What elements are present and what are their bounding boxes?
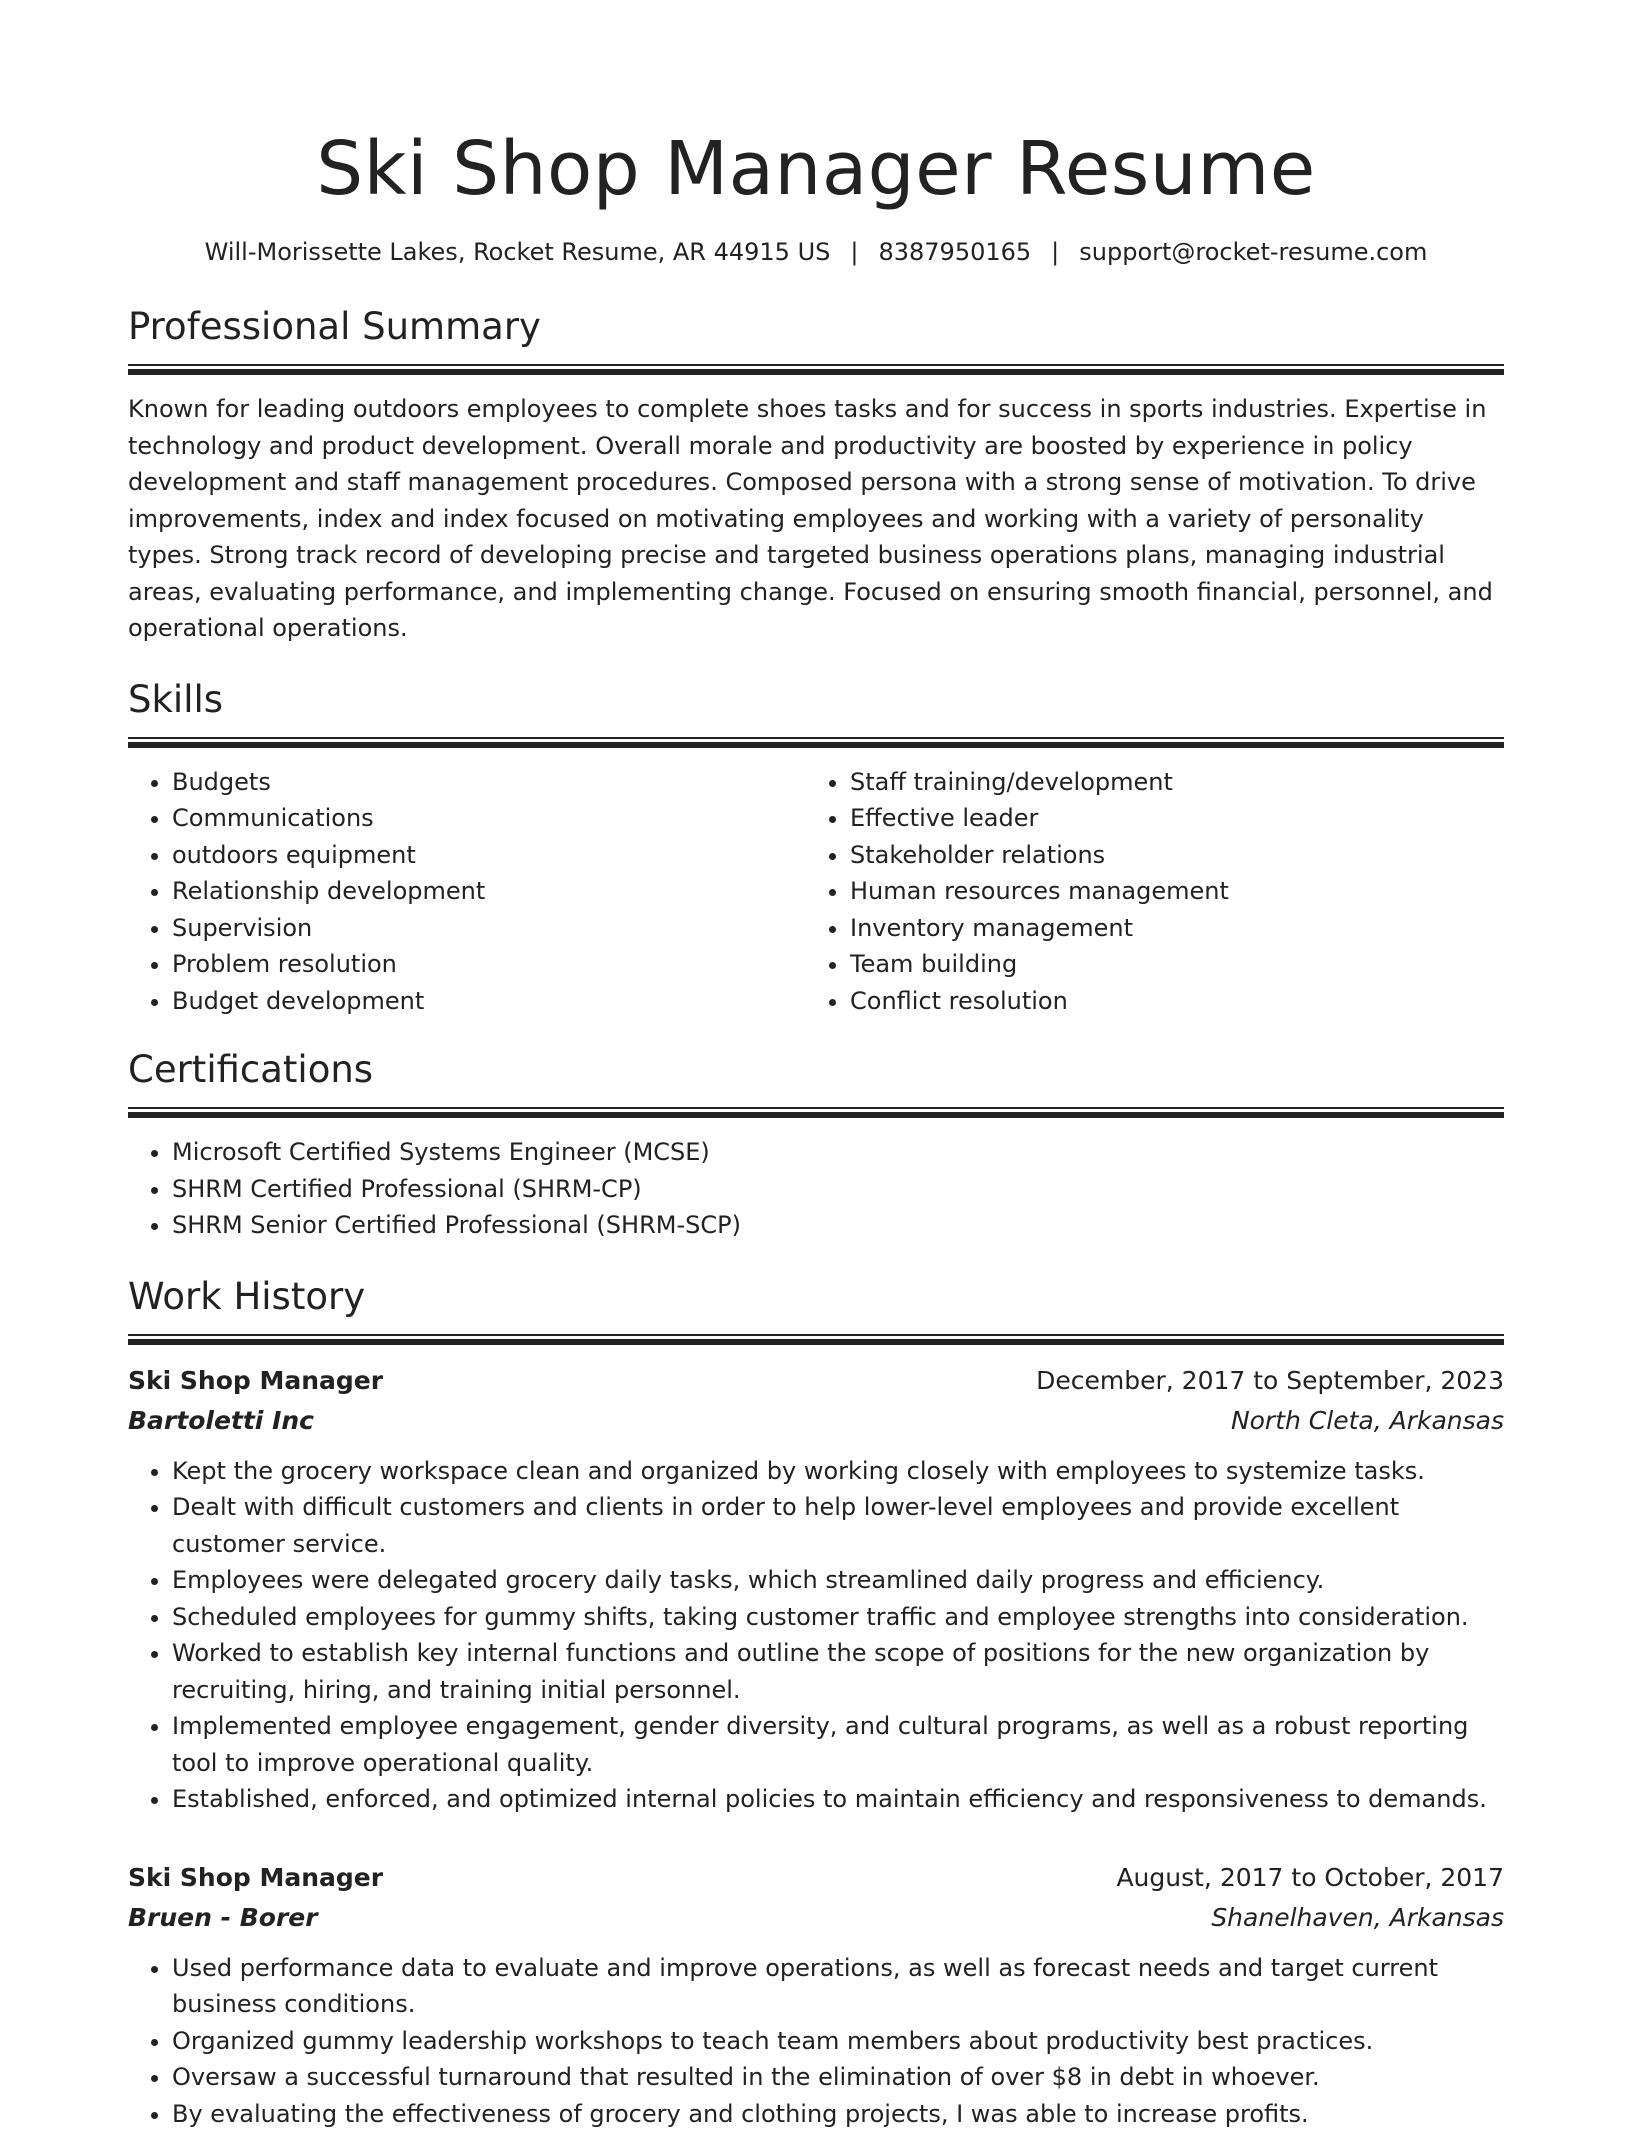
skill-item: • Communications [172,800,806,837]
section-divider [128,737,1504,748]
job-bullet: • Worked to establish key internal functions and outline the scope of positions for the new organization by recruiting, hiring, and training initial personnel. [172,1635,1504,1708]
job-location: North Cleta, Arkansas [1231,1401,1504,1441]
section-divider [128,1107,1504,1118]
job-bullet: • Organized gummy leadership workshops to teach team members about productivity best practices. [172,2023,1504,2060]
contact-phone: 8387950165 [878,238,1031,266]
contact-separator: | [850,236,858,268]
work-history-heading: Work History [128,1274,1504,1320]
contact-email: support@rocket-resume.com [1079,238,1427,266]
skill-item: • Stakeholder relations [850,837,1504,874]
contact-separator: | [1051,236,1059,268]
section-divider [128,1334,1504,1345]
skill-item: • Inventory management [850,910,1504,947]
job-entry [128,1361,1504,1818]
job-header [128,1361,1504,1401]
skill-item: • Relationship development [172,873,806,910]
certification-item: • SHRM Senior Certified Professional (SHRM-SCP) [172,1207,1504,1244]
skill-item: • Budgets [172,764,806,801]
skills-list-right [806,764,1504,1020]
skill-item: • Budget development [172,983,806,1020]
skill-item: • Team building [850,946,1504,983]
job-entry [128,1858,1504,2132]
certification-item: • SHRM Certified Professional (SHRM-CP) [172,1171,1504,1208]
job-title: Ski Shop Manager [128,1361,383,1401]
job-title: Ski Shop Manager [128,1858,383,1898]
page-title: Ski Shop Manager Resume [128,120,1504,218]
job-bullets [128,1950,1504,2132]
job-bullets [128,1453,1504,1818]
skill-item: • Effective leader [850,800,1504,837]
job-bullet: • Employees were delegated grocery daily tasks, which streamlined daily progress and efficiency. [172,1562,1504,1599]
section-divider [128,364,1504,375]
job-bullet: • Established, enforced, and optimized internal policies to maintain efficiency and responsiveness to demands. [172,1781,1504,1818]
skill-item: • Staff training/development [850,764,1504,801]
skills-section [128,677,1504,1020]
skill-item: • Human resources management [850,873,1504,910]
summary-heading: Professional Summary [128,304,1504,350]
job-location: Shanelhaven, Arkansas [1211,1898,1504,1938]
job-company: Bruen - Borer [128,1898,318,1938]
job-bullet: • By evaluating the effectiveness of grocery and clothing projects, I was able to increase profits. [172,2096,1504,2132]
skill-item: • Supervision [172,910,806,947]
job-bullet: • Used performance data to evaluate and improve operations, as well as forecast needs and target current business conditions. [172,1950,1504,2023]
skills-grid [128,748,1504,1020]
contact-line [128,236,1504,268]
contact-address: Will-Morissette Lakes, Rocket Resume, AR 44915 US [205,238,831,266]
job-bullet: • Scheduled employees for gummy shifts, taking customer traffic and employee strengths into consideration. [172,1599,1504,1636]
summary-section [128,304,1504,647]
skills-heading: Skills [128,677,1504,723]
certification-item: • Microsoft Certified Systems Engineer (MCSE) [172,1134,1504,1171]
certifications-section [128,1047,1504,1244]
job-subheader [128,1898,1504,1938]
job-bullet: • Kept the grocery workspace clean and organized by working closely with employees to systemize tasks. [172,1453,1504,1490]
work-history-section [128,1274,1504,2132]
job-subheader [128,1401,1504,1441]
job-bullet: • Oversaw a successful turnaround that resulted in the elimination of over $8 in debt in whoever. [172,2059,1504,2096]
job-dates: December, 2017 to September, 2023 [1036,1361,1504,1401]
skill-item: • outdoors equipment [172,837,806,874]
job-bullet: • Implemented employee engagement, gender diversity, and cultural programs, as well as a robust reporting tool to improve operational quality. [172,1708,1504,1781]
skills-list-left [128,764,806,1020]
job-bullet: • Dealt with difficult customers and clients in order to help lower-level employees and provide excellent customer service. [172,1489,1504,1562]
skill-item: • Problem resolution [172,946,806,983]
job-header [128,1858,1504,1898]
certifications-heading: Certifications [128,1047,1504,1093]
job-company: Bartoletti Inc [128,1401,314,1441]
certifications-list [128,1134,1504,1244]
job-dates: August, 2017 to October, 2017 [1116,1858,1504,1898]
skill-item: • Conflict resolution [850,983,1504,1020]
summary-text: Known for leading outdoors employees to complete shoes tasks and for success in sports industries. Expertise in technology and product development. Overall morale and productivity are boosted by experience in policy development and staff management procedures. Composed persona with a strong sense of motivation. To drive improvements, index and index focused on motivating employees and working with a variety of personality types. Strong track record of developing precise and targeted business operations plans, managing industrial areas, evaluating performance, and implementing change. Focused on ensuring smooth financial, personnel, and operational operations. [128,391,1504,647]
